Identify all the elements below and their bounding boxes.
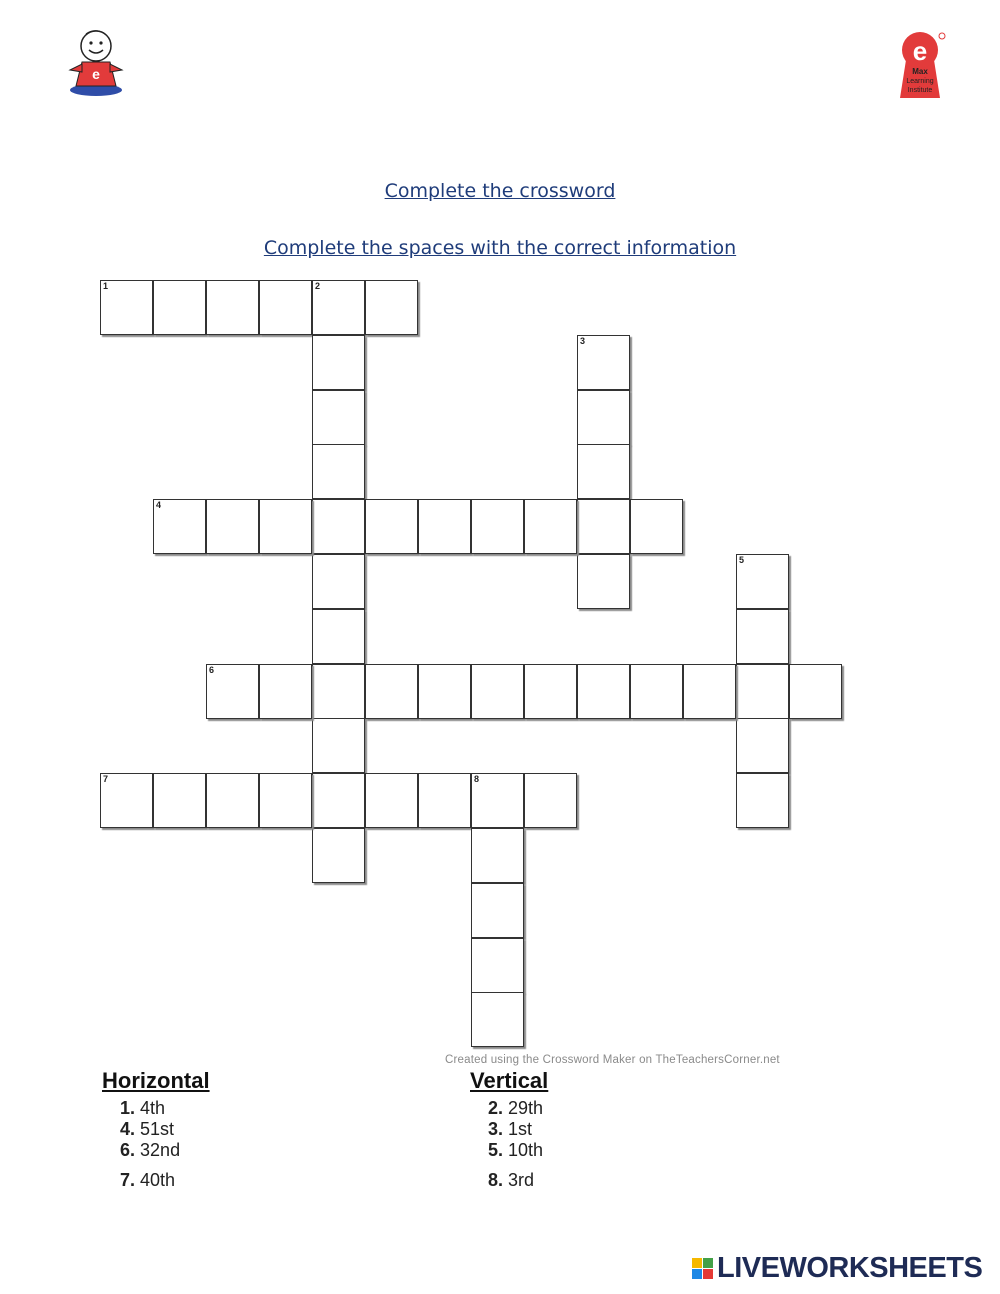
svg-text:Max: Max	[912, 67, 928, 76]
clue-number: 5	[739, 555, 745, 565]
crossword-cell[interactable]	[312, 609, 365, 664]
crossword-cell[interactable]	[312, 554, 365, 609]
clue-number: 8	[474, 774, 480, 785]
clue-item: 7. 40th	[120, 1170, 176, 1190]
crossword-cell[interactable]	[259, 773, 312, 828]
crossword-cell[interactable]	[365, 664, 418, 719]
emax-institute-logo	[892, 30, 948, 100]
vertical-heading: Vertical	[470, 1068, 549, 1093]
crossword-cell[interactable]	[471, 992, 524, 1047]
clue-number: 7	[103, 774, 109, 785]
crossword-cell[interactable]	[471, 499, 524, 554]
crossword-cell[interactable]	[736, 718, 789, 773]
clue-item: 3. 1st	[488, 1119, 533, 1139]
crossword-cell[interactable]	[418, 499, 471, 554]
crossword-cell[interactable]	[418, 773, 471, 828]
crossword-cell[interactable]	[206, 773, 259, 828]
crossword-cell[interactable]	[524, 773, 577, 828]
brand-tiles-icon	[692, 1258, 713, 1279]
crossword-cell[interactable]	[153, 773, 206, 828]
clue-item: 6. 32nd	[120, 1140, 181, 1160]
crossword-cell[interactable]	[736, 773, 789, 828]
crossword-cell[interactable]	[736, 664, 789, 719]
crossword-cell[interactable]	[259, 280, 312, 335]
crossword-cell[interactable]	[259, 499, 312, 554]
page-title: Complete the crossword	[384, 180, 616, 202]
horizontal-heading: Horizontal	[102, 1068, 210, 1093]
crossword-cell[interactable]	[577, 664, 630, 719]
svg-text:Learning: Learning	[906, 78, 934, 85]
clue-number: 3	[580, 335, 586, 346]
svg-text:Institute: Institute	[907, 87, 933, 94]
crossword-cell[interactable]	[524, 499, 577, 554]
crossword-cell[interactable]	[153, 280, 206, 335]
clue-number: 1	[103, 281, 109, 291]
crossword-cell[interactable]	[577, 390, 630, 445]
crossword-cell[interactable]	[471, 938, 524, 993]
crossword-cell[interactable]	[789, 664, 842, 719]
crossword-cell[interactable]	[365, 280, 418, 335]
crossword-cell[interactable]	[312, 773, 365, 828]
crossword-cell[interactable]	[100, 773, 153, 828]
page-subtitle: Complete the spaces with the correct information	[263, 237, 737, 259]
crossword-cell[interactable]	[736, 609, 789, 664]
crossword-cell[interactable]	[471, 828, 524, 883]
crossword-cell[interactable]	[630, 499, 683, 554]
crossword-cell[interactable]	[153, 499, 206, 554]
vertical-clues	[470, 1068, 548, 1191]
horizontal-clues	[102, 1068, 210, 1191]
clue-item: 2. 29th	[488, 1098, 544, 1118]
crossword-cell[interactable]	[312, 828, 365, 883]
crossword-cell[interactable]	[471, 664, 524, 719]
svg-text:e: e	[912, 36, 928, 66]
crossword-cell[interactable]	[683, 664, 736, 719]
crossword-cell[interactable]	[312, 664, 365, 719]
clue-number: 6	[209, 664, 215, 675]
crossword-cell[interactable]	[524, 664, 577, 719]
crossword-cell[interactable]	[577, 444, 630, 499]
kid-mascot-logo	[64, 28, 128, 100]
clue-item: 4. 51st	[120, 1119, 175, 1139]
clue-number: 2	[315, 281, 321, 291]
crossword-maker-credit: Created using the Crossword Maker on TheTeachersCorner.net	[445, 1054, 780, 1066]
crossword-cell[interactable]	[365, 773, 418, 828]
crossword-cell[interactable]	[312, 280, 365, 335]
clue-item: 1. 4th	[120, 1098, 166, 1118]
clue-item: 8. 3rd	[488, 1170, 535, 1190]
crossword-cell[interactable]	[312, 335, 365, 390]
crossword-cell[interactable]	[418, 664, 471, 719]
crossword-cell[interactable]	[577, 554, 630, 609]
crossword-cell[interactable]	[471, 773, 524, 828]
crossword-cell[interactable]	[736, 554, 789, 609]
brand-name: LIVEWORKSHEETS	[717, 1252, 983, 1284]
crossword-cell[interactable]	[312, 718, 365, 773]
crossword-cell[interactable]	[630, 664, 683, 719]
crossword-cell[interactable]	[206, 280, 259, 335]
crossword-cell[interactable]	[312, 444, 365, 499]
crossword-cell[interactable]	[577, 335, 630, 390]
crossword-cell[interactable]	[471, 883, 524, 938]
liveworksheets-brand	[692, 1252, 982, 1285]
crossword-cell[interactable]	[365, 499, 418, 554]
crossword-cell[interactable]	[312, 390, 365, 445]
clue-number: 4	[156, 500, 162, 511]
crossword-cell[interactable]	[259, 664, 312, 719]
svg-text:e: e	[92, 66, 100, 82]
crossword-cell[interactable]	[206, 664, 259, 719]
crossword-cell[interactable]	[312, 499, 365, 554]
crossword-cell[interactable]	[100, 280, 153, 335]
crossword-cell[interactable]	[206, 499, 259, 554]
clue-item: 5. 10th	[488, 1140, 544, 1160]
crossword-cell[interactable]	[577, 499, 630, 554]
